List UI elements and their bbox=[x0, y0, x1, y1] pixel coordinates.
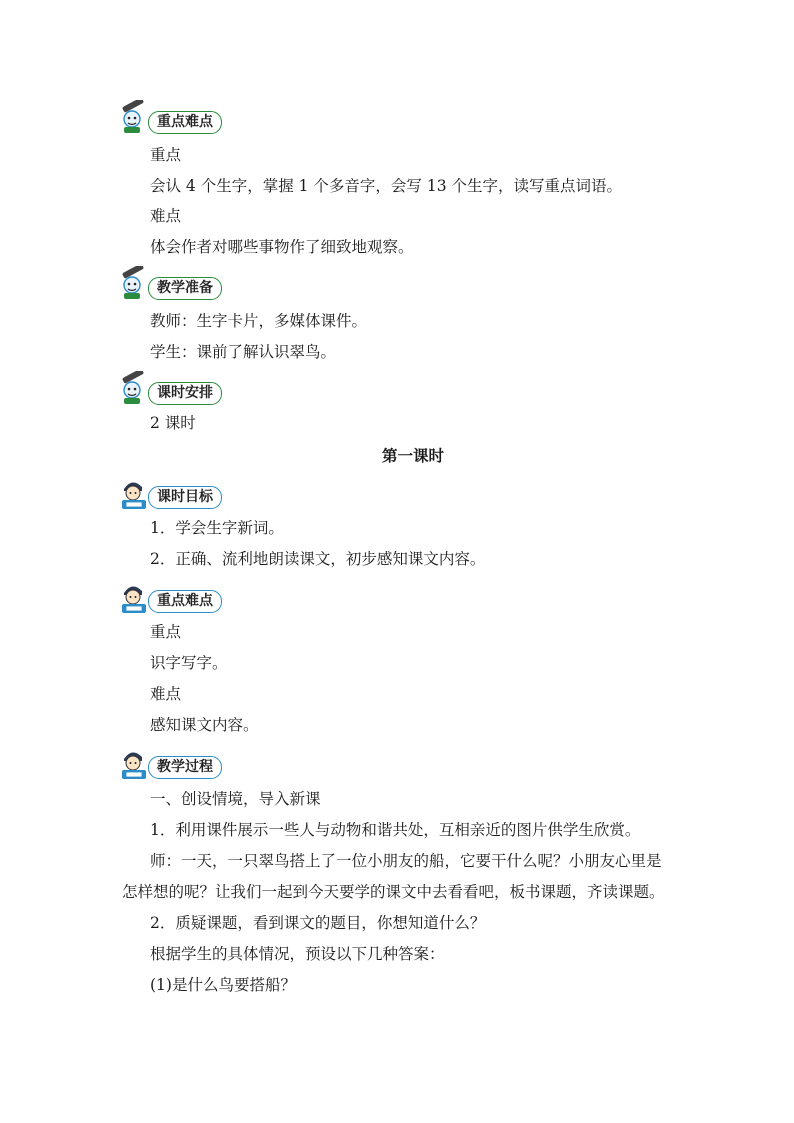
body-line: 师：一天，一只翠鸟搭上了一位小朋友的船，它要干什么呢？小朋友心里是 bbox=[150, 852, 662, 870]
body-line: 1．利用课件展示一些人与动物和谐共处，互相亲近的图片供学生欣赏。 bbox=[150, 821, 641, 839]
section-heading-label: 重点难点 bbox=[148, 590, 222, 613]
body-line: 会认 4 个生字，掌握 1 个多音字，会写 13 个生字，读写重点词语。 bbox=[150, 177, 623, 195]
section-heading bbox=[118, 579, 238, 615]
body-line: 根据学生的具体情况，预设以下几种答案： bbox=[150, 945, 445, 963]
section-heading-label: 课时安排 bbox=[148, 382, 222, 405]
body-line: 体会作者对哪些事物作了细致地观察。 bbox=[150, 238, 414, 256]
section-heading-label: 教学准备 bbox=[148, 277, 222, 300]
section-heading bbox=[118, 266, 238, 302]
section-heading bbox=[118, 745, 238, 781]
body-line: 重点 bbox=[150, 146, 182, 164]
body-line: 难点 bbox=[150, 685, 182, 703]
body-line: 学生：课前了解认识翠鸟。 bbox=[150, 343, 337, 361]
section-heading-label: 课时目标 bbox=[148, 486, 222, 509]
body-line: 2 课时 bbox=[150, 414, 196, 432]
body-line: 怎样想的呢？让我们一起到今天要学的课文中去看看吧，板书课题，齐读课题。 bbox=[122, 883, 665, 901]
section-heading bbox=[118, 100, 238, 136]
body-line: (1)是什么鸟要搭船？ bbox=[150, 976, 296, 994]
section-heading bbox=[118, 371, 238, 407]
section-heading-label: 教学过程 bbox=[148, 756, 222, 779]
body-line: 2．正确、流利地朗读课文，初步感知课文内容。 bbox=[150, 550, 486, 568]
body-line: 1．学会生字新词。 bbox=[150, 519, 284, 537]
body-line: 感知课文内容。 bbox=[150, 716, 259, 734]
body-line: 难点 bbox=[150, 207, 182, 225]
body-line: 一、创设情境，导入新课 bbox=[150, 790, 321, 808]
body-line: 教师：生字卡片，多媒体课件。 bbox=[150, 312, 368, 330]
body-line: 重点 bbox=[150, 623, 182, 641]
body-line: 识字写字。 bbox=[150, 654, 228, 672]
section-heading-label: 重点难点 bbox=[148, 111, 222, 134]
section-heading bbox=[118, 475, 238, 511]
lesson-title: 第一课时 bbox=[381, 447, 444, 465]
body-line: 2．质疑课题，看到课文的题目，你想知道什么？ bbox=[150, 914, 486, 932]
